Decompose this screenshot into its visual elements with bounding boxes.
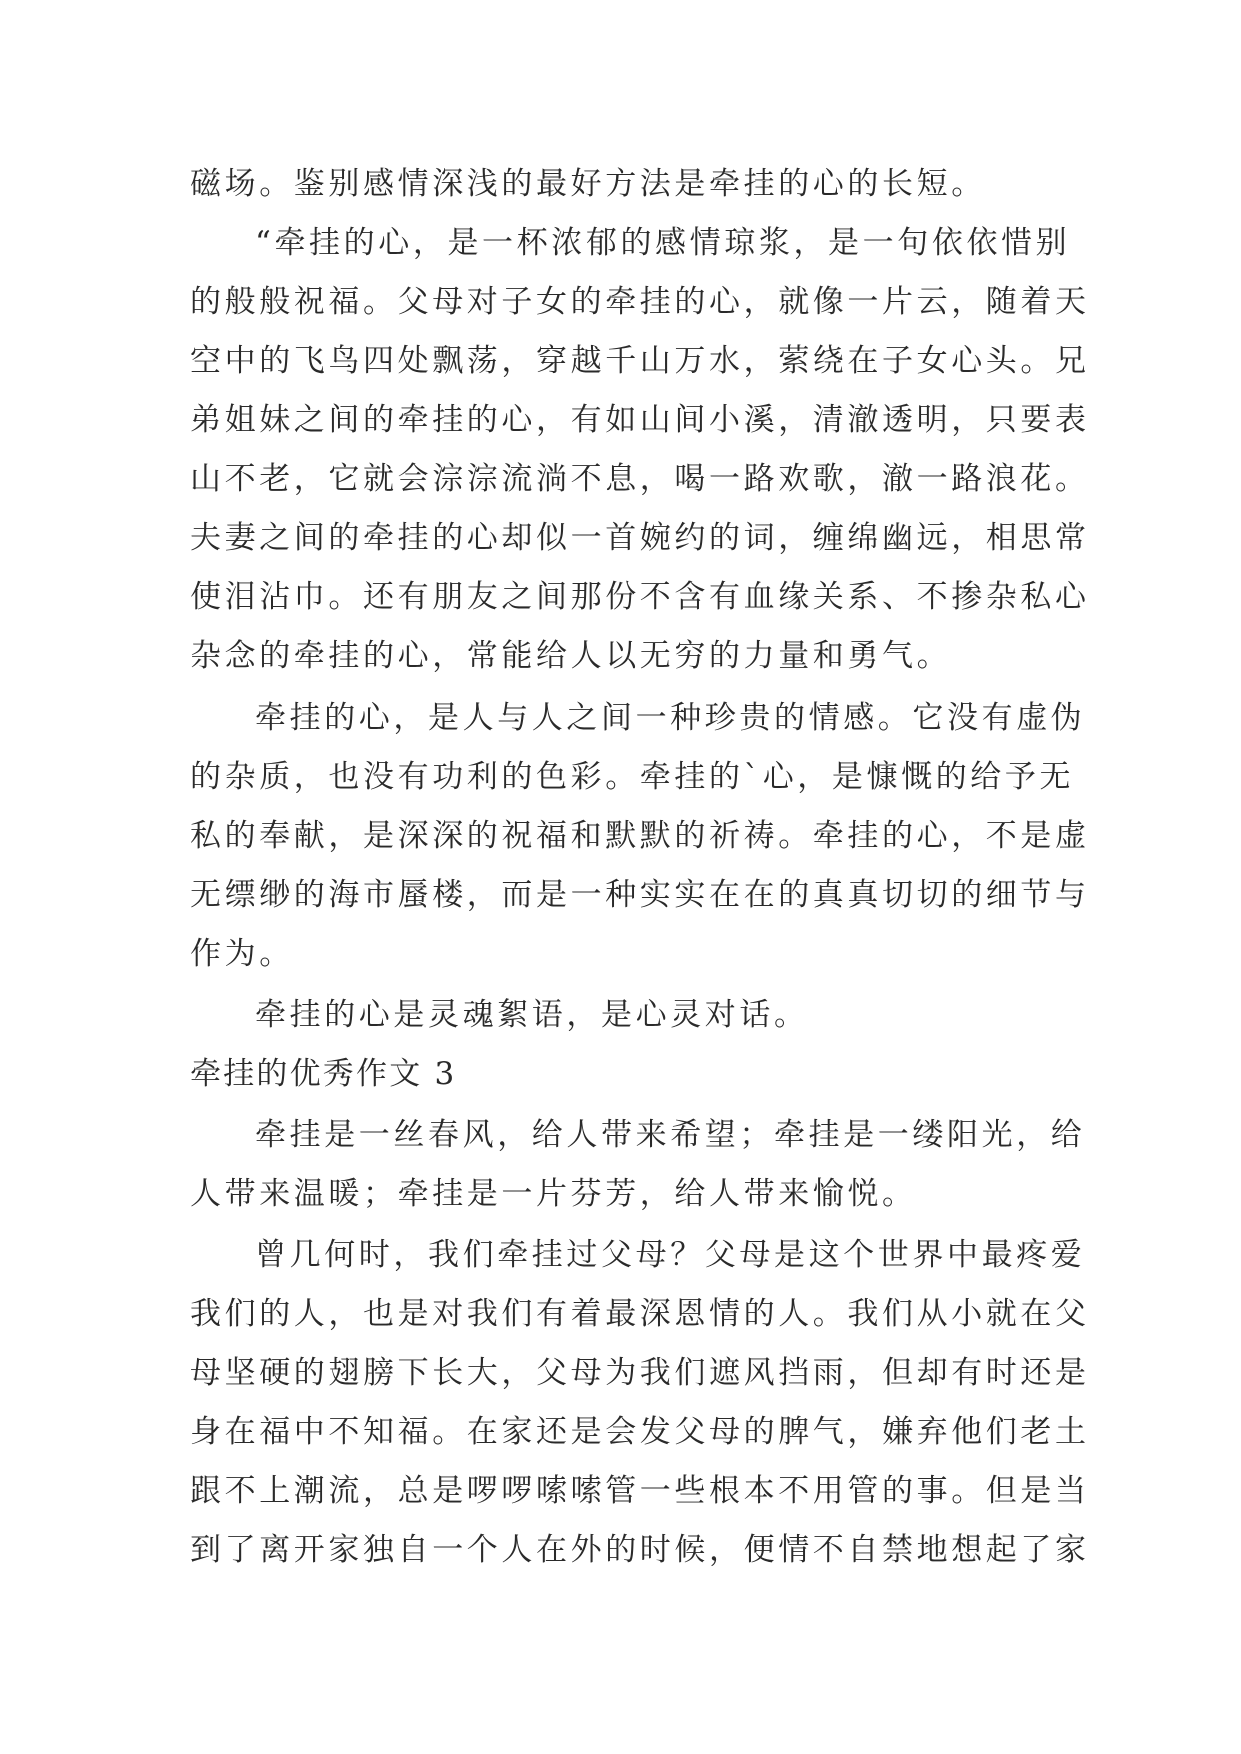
text-line: 空中的飞鸟四处飘荡，穿越千山万水，萦绕在子女心头。兄	[190, 343, 1090, 379]
paragraph-first-line: “牵挂的心，是一杯浓郁的感情琼浆，是一句依依惜别	[255, 225, 1071, 261]
text-line: 身在福中不知福。在家还是会发父母的脾气，嫌弃他们老土	[190, 1414, 1090, 1450]
paragraph-first-line: 牵挂的心，是人与人之间一种珍贵的情感。它没有虚伪	[255, 700, 1086, 736]
text-line: 跟不上潮流，总是啰啰嗦嗦管一些根本不用管的事。但是当	[190, 1473, 1090, 1509]
text-line: 杂念的牵挂的心，常能给人以无穷的力量和勇气。	[190, 638, 952, 674]
text-line: 无缥缈的海市蜃楼，而是一种实实在在的真真切切的细节与	[190, 877, 1090, 913]
paragraph-first-line: 牵挂是一丝春风，给人带来希望；牵挂是一缕阳光，给	[255, 1117, 1086, 1153]
text-line: 我们的人，也是对我们有着最深恩情的人。我们从小就在父	[190, 1296, 1090, 1332]
text-line: 到了离开家独自一个人在外的时候，便情不自禁地想起了家	[190, 1532, 1090, 1568]
text-line: 的杂质，也没有功利的色彩。牵挂的`心，是慷慨的给予无	[190, 759, 1075, 795]
paragraph-first-line: 曾几何时，我们牵挂过父母？父母是这个世界中最疼爱	[255, 1237, 1086, 1273]
text-line: 私的奉献，是深深的祝福和默默的祈祷。牵挂的心，不是虚	[190, 818, 1090, 854]
text-line: 弟姐妹之间的牵挂的心，有如山间小溪，清澈透明，只要表	[190, 402, 1090, 438]
text-line: 人带来温暖；牵挂是一片芬芳，给人带来愉悦。	[190, 1176, 917, 1212]
section-heading: 牵挂的优秀作文 3	[190, 1056, 457, 1092]
text-line: 的般般祝福。父母对子女的牵挂的心，就像一片云，随着天	[190, 284, 1090, 320]
text-line: 使泪沾巾。还有朋友之间那份不含有血缘关系、不掺杂私心	[190, 579, 1090, 615]
text-line: 山不老，它就会淙淙流淌不息，喝一路欢歌，澈一路浪花。	[190, 461, 1090, 497]
text-line: 作为。	[190, 936, 294, 972]
text-line: 磁场。鉴别感情深浅的最好方法是牵挂的心的长短。	[190, 166, 986, 202]
text-line: 母坚硬的翅膀下长大，父母为我们遮风挡雨，但却有时还是	[190, 1355, 1090, 1391]
text-line: 夫妻之间的牵挂的心却似一首婉约的词，缠绵幽远，相思常	[190, 520, 1090, 556]
paragraph-first-line: 牵挂的心是灵魂絮语，是心灵对话。	[255, 997, 809, 1033]
